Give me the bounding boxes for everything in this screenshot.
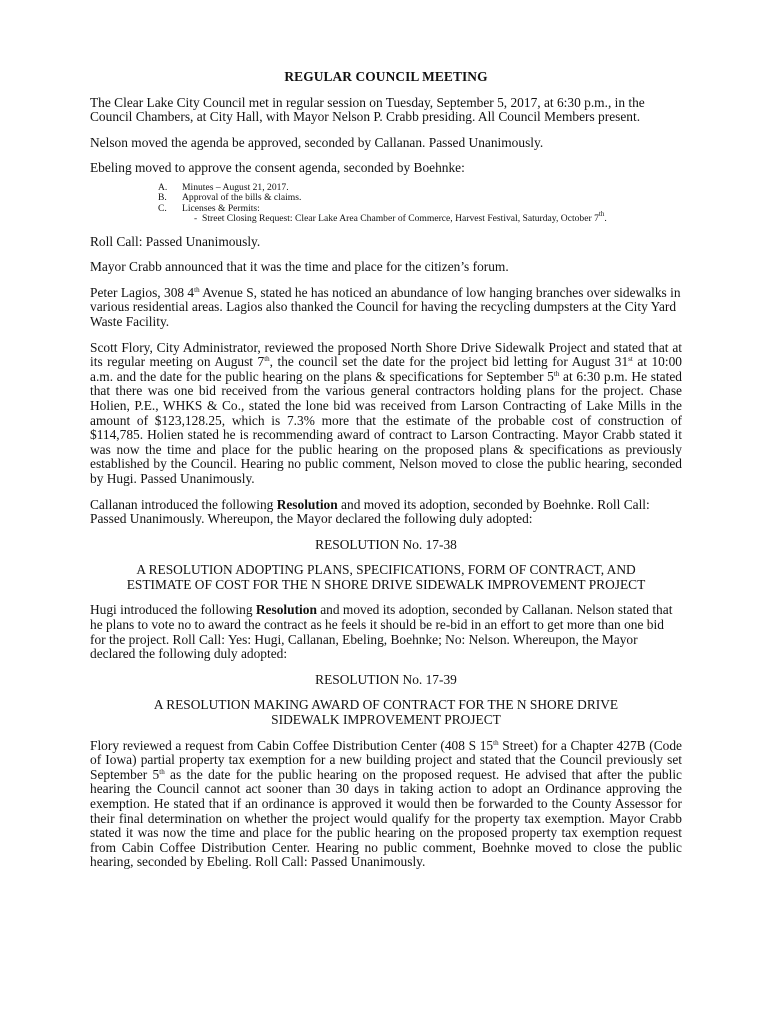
paragraph-session-opening: The Clear Lake City Council met in regular session on Tuesday, September 5, 2017, at 6:30 p.m., in the Council Chambers, at City Hall, with Mayor Nelson P. Crabb presiding. All Council Members present. — [90, 94, 645, 125]
consent-item — [90, 183, 682, 193]
consent-item-marker: A. — [158, 181, 168, 193]
ordinal-suffix: th — [159, 767, 165, 776]
text-run: Callanan introduced the following — [90, 496, 277, 512]
paragraph-sidewalk-project — [90, 341, 682, 487]
paragraph-roll-call: Roll Call: Passed Unanimously. — [90, 233, 261, 249]
resolution-title-17-39: A RESOLUTION MAKING AWARD OF CONTRACT FOR THE N SHORE DRIVE SIDEWALK IMPROVEMENT PROJECT — [153, 697, 619, 728]
paragraph-lagios-comment — [90, 286, 682, 330]
consent-item-text: Minutes – August 21, 2017. — [182, 181, 289, 193]
paragraph-agenda-approval: Nelson moved the agenda be approved, seconded by Callanan. Passed Unanimously. — [90, 134, 544, 150]
bold-resolution-word: Resolution — [255, 602, 317, 618]
paragraph-resolution-intro-1 — [90, 498, 682, 527]
text-run: Flory reviewed a request from Cabin Coffee Distribution Center (408 S 15 — [90, 737, 494, 753]
ordinal-suffix: th — [493, 738, 499, 747]
text-run: and moved its adoption, seconded by Callanan. Nelson stated that he plans to vote no to award the contract as he feels it should be re-bid in an effort to get more than one bid for the project. Roll Call: Yes: Hugi, Callanan, Ebeling, Boehnke; No: Nelson. Whereupon, the Mayor declared the following duly adopted: — [90, 602, 673, 662]
consent-subitem-marker: - — [194, 213, 198, 225]
text-run: , the council set the date for the project bid letting for August 31 — [269, 354, 629, 370]
paragraph-resolution-intro-2 — [90, 603, 682, 661]
ordinal-suffix: th — [553, 369, 560, 378]
text-run: Street) for a Chapter 427B (Code of Iowa) partial property tax exemption for a new building project and stated that the Council previously set September 5 — [90, 737, 683, 782]
consent-subitem — [90, 210, 682, 225]
text-run: as the date for the public hearing on the proposed request. He advised that after the public hearing the Council cannot act sooner than 30 days in taking action to adopt an Ordinance approving the exemption. He stated that if an ordinance is approved it would then be forwarded to the County Assessor for their final determination on whether the project would qualify for the property tax exemption. Mayor Crabb stated it was now the time and place for the public hearing on the proposed property tax exemption request from Cabin Coffee Distribution Center. Hearing no public comment, Boehnke moved to close the public hearing, seconded by Ebeling. Roll Call: Passed Unanimously. — [90, 766, 682, 870]
consent-item-marker: B. — [158, 192, 167, 204]
ordinal-suffix: th — [264, 355, 270, 364]
resolution-number-17-39: RESOLUTION No. 17-39 — [315, 671, 457, 687]
consent-item-text: Licenses & Permits: — [182, 202, 260, 214]
text-run: at 6:30 p.m. He stated that there was one bid received from the various general contractors holding plans for the project. Chase Holien, P.E., WHKS & Co., stated the lone bid was received from Larson Contracting of Lake Mills in the amount of $123,128.25, which is 7.3% more that the estimate of the probable cost of construction of $114,785. Holien stated he is recommending award of contract to Larson Contracting. Mayor Crabb stated it was now the time and place for the public hearing on the proposed plans & specifications as previously established by the Council. Hearing no public comment, Nelson moved to close the public hearing, seconded by Hugi. Passed Unanimously. — [90, 368, 682, 486]
paragraph-consent-agenda: Ebeling moved to approve the consent agenda, seconded by Boehnke: — [90, 160, 465, 176]
consent-subitem-end: . — [604, 213, 607, 225]
text-run: and moved its adoption, seconded by Boehnke. Roll Call: Passed Unanimously. Whereupon, the Mayor declared the following duly adopted: — [90, 496, 650, 527]
ordinal-suffix: th — [194, 285, 200, 294]
document-page — [90, 70, 682, 881]
consent-item-text: Approval of the bills & claims. — [182, 192, 302, 204]
bold-resolution-word: Resolution — [276, 496, 338, 512]
consent-subitem-text: Street Closing Request: Clear Lake Area Chamber of Commerce, Harvest Festival, Saturday, October 7 — [202, 213, 599, 225]
consent-agenda-list — [90, 183, 682, 225]
ordinal-suffix: st — [628, 355, 633, 364]
document-title: REGULAR COUNCIL MEETING — [284, 69, 488, 84]
paragraph-citizens-forum: Mayor Crabb announced that it was the time and place for the citizen’s forum. — [90, 259, 509, 275]
text-run: Hugi introduced the following — [90, 602, 256, 618]
text-run: Scott Flory, City Administrator, reviewed the proposed North Shore Drive Sidewalk Project and stated that at its regular meeting on August 7 — [90, 339, 682, 370]
resolution-number-17-38: RESOLUTION No. 17-38 — [315, 536, 457, 552]
ordinal-suffix: th — [598, 210, 605, 219]
consent-item-marker: C. — [158, 202, 167, 214]
consent-item — [90, 193, 682, 203]
resolution-title-17-38: A RESOLUTION ADOPTING PLANS, SPECIFICATIONS, FORM OF CONTRACT, AND ESTIMATE OF COST FOR THE N SHORE DRIVE SIDEWALK IMPROVEMENT PROJECT — [126, 562, 646, 592]
text-run: at 10:00 a.m. and the date for the public hearing on the plans & specifications for September 5 — [90, 354, 682, 384]
text-run: Avenue S, stated he has noticed an abundance of low hanging branches over sidewalks in various residential areas. Lagios also thanked the Council for having the recycling dumpsters at the City Yard Waste Facility. — [90, 284, 681, 329]
text-run: Peter Lagios, 308 4 — [90, 284, 195, 300]
paragraph-tax-exemption — [90, 739, 682, 870]
